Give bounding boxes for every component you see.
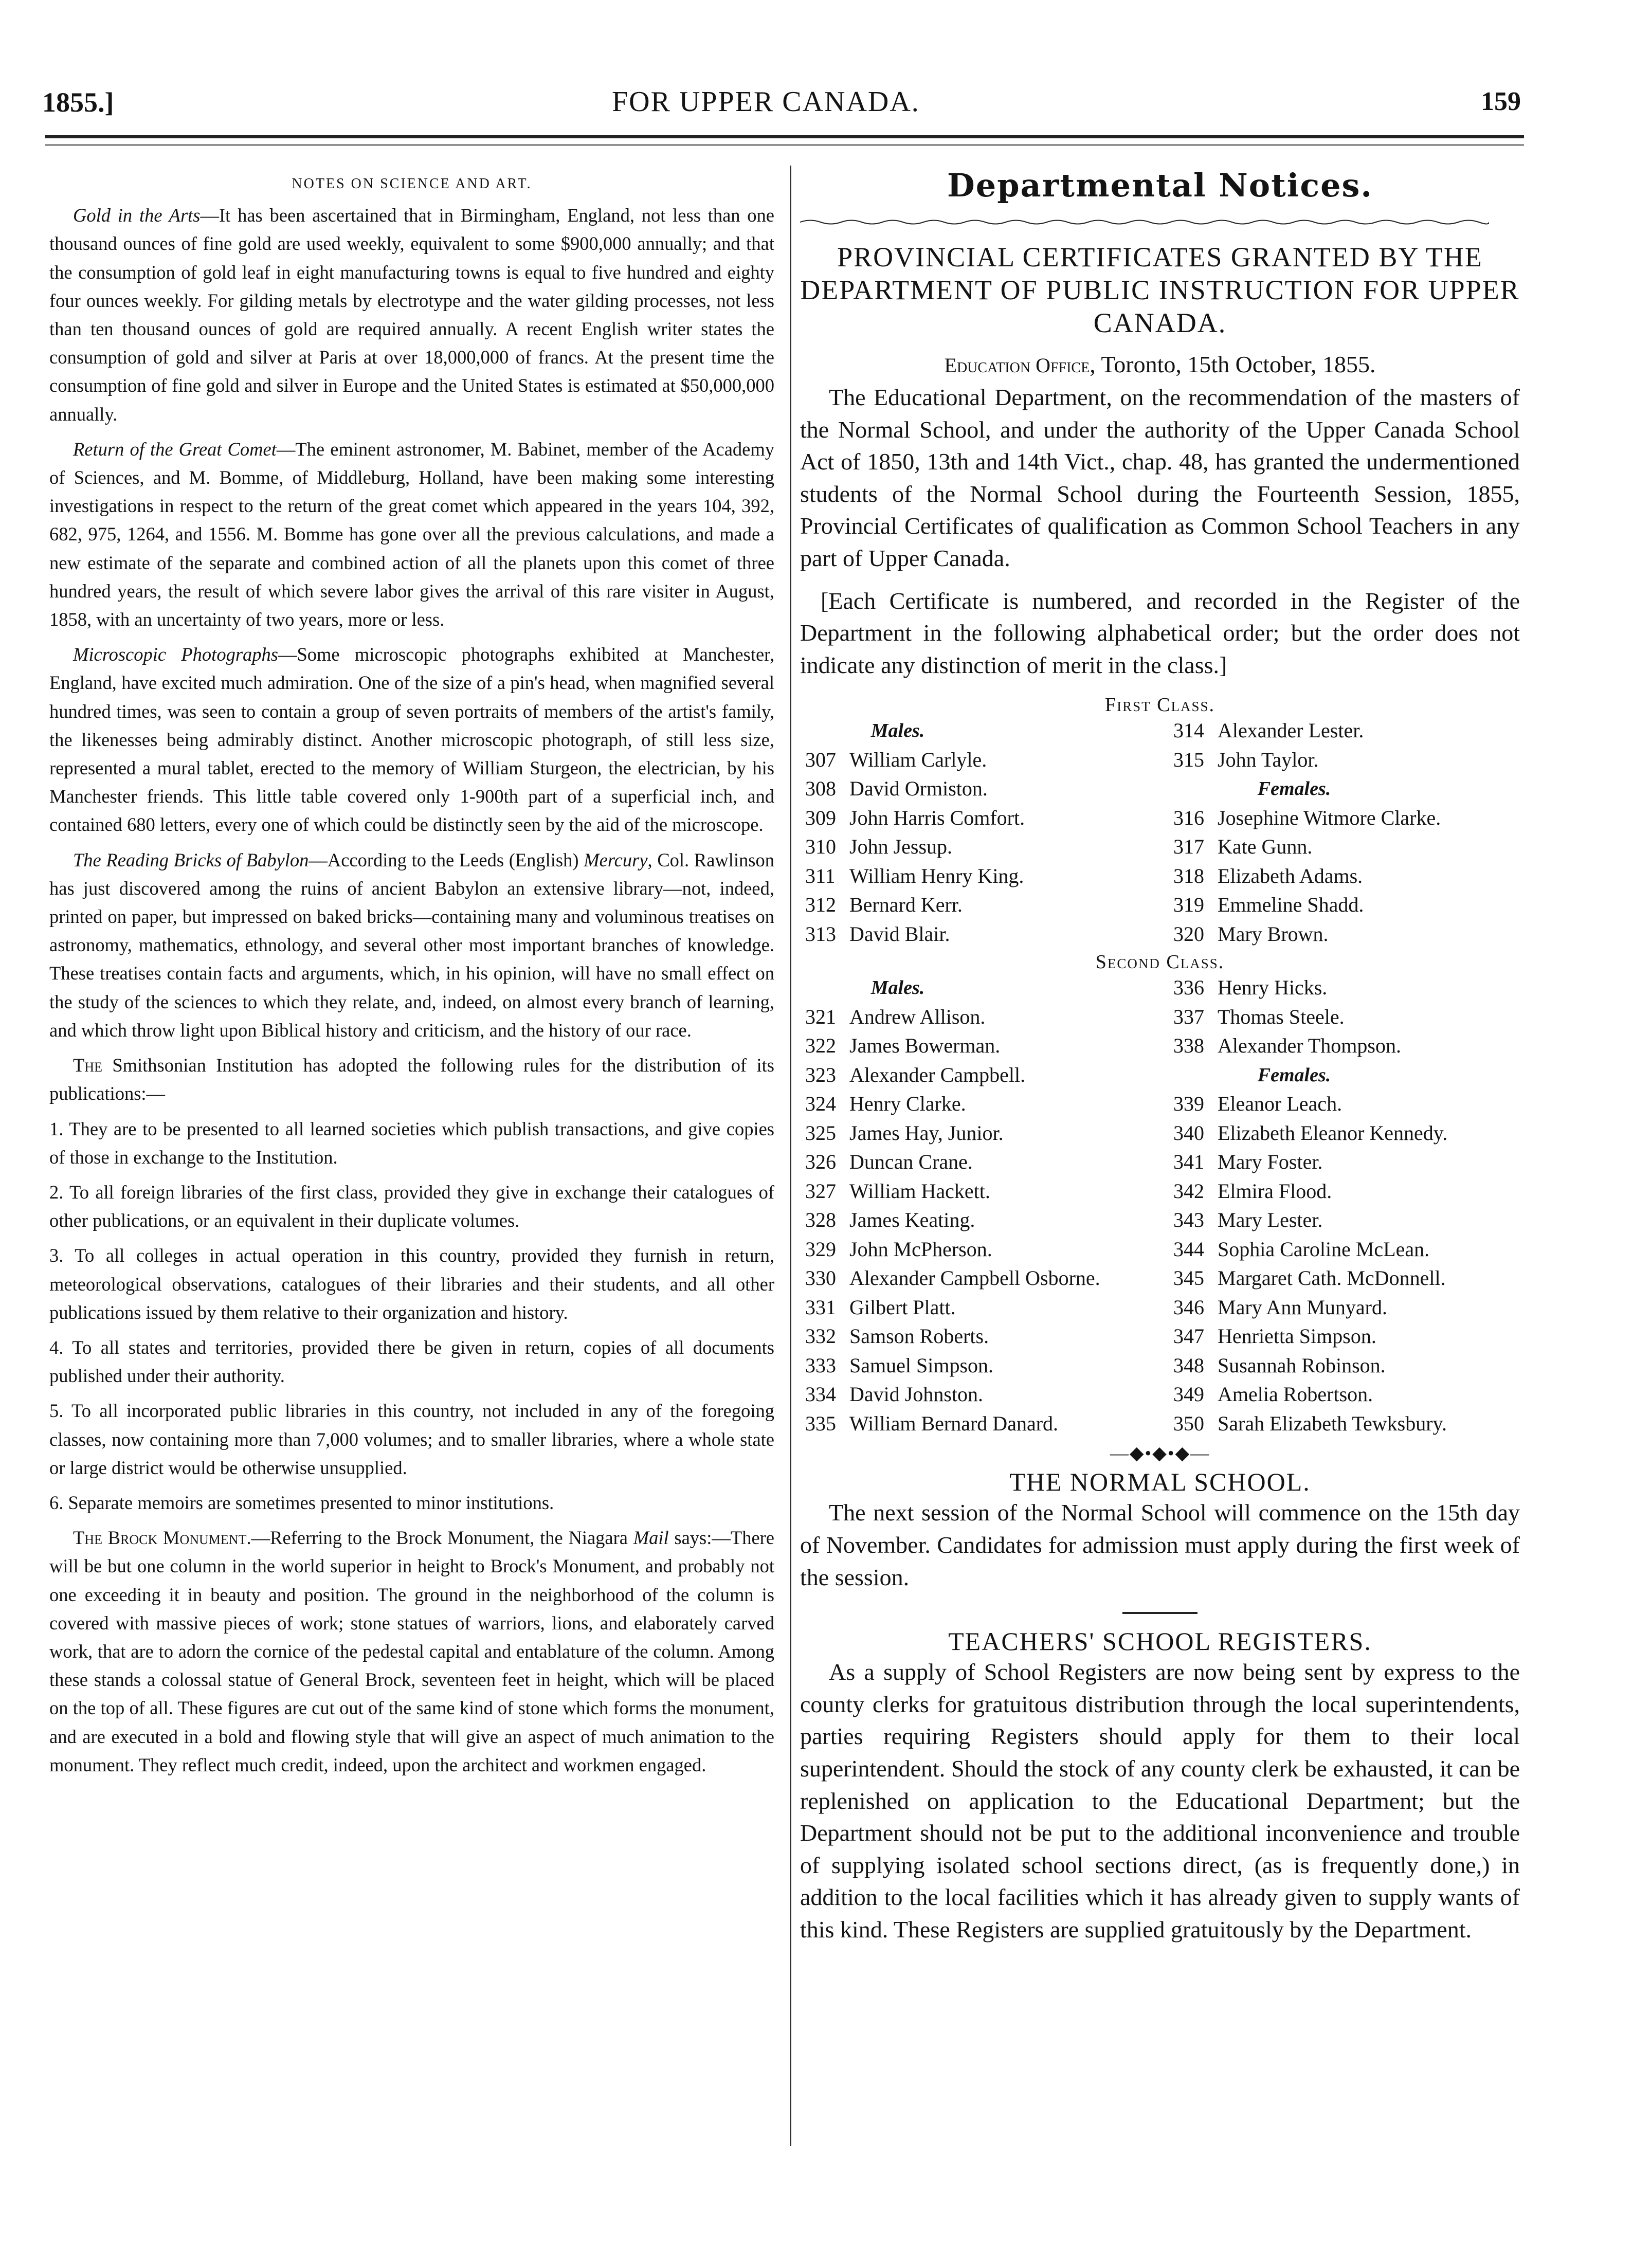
- first-class-female-entry: [1173, 920, 1518, 949]
- certificate-number: 316: [1173, 806, 1204, 829]
- certificate-number: 326: [805, 1150, 836, 1174]
- text-brock-a: .—Referring to the Brock Monument, the Niagara: [246, 1527, 633, 1549]
- normal-school-body: [800, 1497, 1520, 1593]
- certificate-number: 308: [805, 777, 836, 801]
- paragraph-gold-in-arts: [49, 201, 774, 428]
- teacher-name: Andrew Allison.: [849, 1005, 986, 1028]
- smithsonian-rule-4: 4. To all states and territories, provided there be given in return, copies of all documents published under their authority.: [49, 1336, 774, 1387]
- first-class-table: [800, 716, 1520, 949]
- smithsonian-rule-5: 5. To all incorporated public libraries in this country, not included in any of the foregoing classes, now containing more than 7,000 volumes; and to smaller libraries, where a whole state or large district would be otherwise unsupplied.: [49, 1400, 774, 1478]
- teacher-name: Gilbert Platt.: [849, 1295, 956, 1319]
- lead-microscopic-photographs: Microscopic Photographs: [73, 644, 278, 665]
- first-class-male-entry: [805, 774, 1173, 804]
- first-class-female-entry: [1173, 832, 1518, 862]
- certificate-number: 321: [805, 1005, 836, 1028]
- certificate-number: 328: [805, 1208, 836, 1232]
- certificate-number: 344: [1173, 1237, 1204, 1261]
- second-class-male-entry: [805, 1177, 1173, 1206]
- teacher-name: Mary Brown.: [1218, 922, 1329, 946]
- teacher-name: Sophia Caroline McLean.: [1218, 1237, 1430, 1261]
- teacher-name: Henry Clarke.: [849, 1092, 966, 1116]
- first-class-female-entry: [1173, 804, 1518, 833]
- certificate-number: 327: [805, 1179, 836, 1203]
- first-class-male-entry: [1173, 746, 1518, 775]
- certificate-number: 336: [1173, 976, 1204, 1000]
- teacher-name: Bernard Kerr.: [849, 893, 963, 917]
- teacher-name: Elmira Flood.: [1218, 1179, 1332, 1203]
- certificate-number: 337: [1173, 1005, 1204, 1028]
- teacher-name: Elizabeth Eleanor Kennedy.: [1218, 1121, 1448, 1145]
- certificate-number: 314: [1173, 719, 1204, 742]
- second-class-female-entry: [1173, 1293, 1518, 1322]
- left-column: [49, 170, 774, 1786]
- certificate-number: 333: [805, 1353, 836, 1377]
- teacher-name: Alexander Thompson.: [1218, 1034, 1401, 1058]
- lead-great-comet: Return of the Great Comet: [73, 438, 277, 460]
- first-class-male-entry: [805, 920, 1173, 949]
- first-class-heading: First Class.: [1104, 694, 1215, 716]
- teacher-name: Duncan Crane.: [849, 1150, 973, 1174]
- second-class-male-entry: [1173, 1031, 1518, 1061]
- certificate-number: 335: [805, 1411, 836, 1435]
- first-class-males-list: [805, 746, 1173, 949]
- teacher-name: Samson Roberts.: [849, 1324, 989, 1348]
- second-class-male-entry: [805, 1003, 1173, 1032]
- certificate-number: 311: [805, 864, 836, 887]
- short-divider: [1122, 1612, 1197, 1614]
- teacher-name: William Carlyle.: [849, 748, 987, 771]
- paragraph-microscopic-photographs: [49, 640, 774, 839]
- mail-title: Mail: [633, 1527, 669, 1549]
- certificate-number: 341: [1173, 1150, 1204, 1174]
- wavy-rule: [800, 217, 1489, 227]
- certificate-number: 350: [1173, 1411, 1204, 1435]
- second-class-males-list: [805, 1003, 1173, 1439]
- registers-text: As a supply of School Registers are now being sent by express to the county clerks for gratuitous distribution through the local superintendents, parties requiring Registers should apply for them to their local superintendent. Should the stock of any county clerk be exhausted, it can be replenished on application to the Educational Department; but the Department should not be put to the additional inconvenience and trouble of supplying isolated school sections direct, (as is frequently done,) in addition to the local facilities which it has already given to supply wants of this kind. These Registers are supplied gratuitously by the Department.: [800, 1659, 1520, 1943]
- paragraph-brock-monument: [49, 1523, 774, 1779]
- certificate-number: 330: [805, 1266, 836, 1290]
- first-class-male-entry: [805, 832, 1173, 862]
- running-head-year: 1855.]: [42, 87, 114, 118]
- second-class-table: [800, 973, 1520, 1438]
- second-class-female-entry: [1173, 1351, 1518, 1381]
- second-class-males-label: Males.: [870, 977, 925, 999]
- dateline: [800, 349, 1520, 382]
- second-class-female-entry: [1173, 1090, 1518, 1119]
- certificates-body: [800, 382, 1520, 681]
- second-class-female-entry: [1173, 1380, 1518, 1409]
- certificate-number: 323: [805, 1063, 836, 1086]
- second-class-male-entry: [1173, 1003, 1518, 1032]
- paragraph-great-comet: [49, 435, 774, 633]
- certificate-number: 315: [1173, 748, 1204, 771]
- text-smithsonian: Smithsonian Institution has adopted the following rules for the distribution of its publications:—: [49, 1055, 774, 1104]
- second-class-female-entry: [1173, 1322, 1518, 1351]
- second-class-female-entry: [1173, 1148, 1518, 1177]
- first-class-female-entry: [1173, 862, 1518, 891]
- normal-school-text: The next session of the Normal School will commence on the 15th day of November. Candidates for admission must apply during the first week of the session.: [800, 1499, 1520, 1590]
- certificate-number: 340: [1173, 1121, 1204, 1145]
- header-rule-thick: [45, 135, 1524, 138]
- page-number: 159: [1481, 87, 1521, 116]
- first-class-col-2: [1173, 716, 1518, 949]
- mercury-title: Mercury: [584, 849, 648, 870]
- second-class-male-entry: [805, 1031, 1173, 1061]
- second-class-females-label: Females.: [1257, 1064, 1331, 1086]
- teacher-name: William Henry King.: [849, 864, 1024, 887]
- second-class-male-entry: [805, 1351, 1173, 1381]
- first-class-male-entry: [805, 746, 1173, 775]
- lead-smithsonian: The: [73, 1055, 102, 1076]
- teacher-name: William Bernard Danard.: [849, 1411, 1059, 1435]
- first-class-females-list: [1173, 804, 1518, 949]
- certificates-intro: The Educational Department, on the recommendation of the masters of the Normal School, and under the authority of the Upper Canada School Act of 1850, 13th and 14th Vict., chap. 48, has granted the undermentioned students of the Normal School during the Fourteenth Session, 1855, Provincial Certificates of qualification as Common School Teachers in any part of Upper Canada.: [800, 384, 1520, 571]
- certificate-number: 307: [805, 748, 836, 771]
- teacher-name: Kate Gunn.: [1218, 835, 1313, 859]
- text-great-comet: —The eminent astronomer, M. Babinet, member of the Academy of Sciences, and M. Bomme, of Middleburg, Holland, have been making some interesting investigations in respect to the return of the great comet which appeared in the years 104, 392, 682, 975, 1264, and 1556. M. Bomme has gone over all the previous calculations, and made a new estimate of the separate and combined action of all the planets upon this comet of three hundred years, the result of which severe labor gives the arrival of this rare visiter in August, 1858, with an uncertainty of two years, more or less.: [49, 438, 774, 630]
- second-class-male-entry: [1173, 973, 1518, 1003]
- teacher-name: Josephine Witmore Clarke.: [1218, 806, 1441, 829]
- paragraph-smithsonian: [49, 1051, 774, 1108]
- first-class-females-label: Females.: [1257, 778, 1331, 800]
- smithsonian-rule-2: 2. To all foreign libraries of the first class, provided they give in exchange their catalogues of other publications, or an equivalent in their duplicate volumes.: [49, 1181, 774, 1231]
- second-class-female-entry: [1173, 1264, 1518, 1293]
- certificate-number: 348: [1173, 1353, 1204, 1377]
- teacher-name: Susannah Robinson.: [1218, 1353, 1386, 1377]
- departmental-notices-heading: Departmental Notices.: [947, 167, 1373, 204]
- certificate-number: 329: [805, 1237, 836, 1261]
- second-class-female-entry: [1173, 1235, 1518, 1264]
- certificate-number: 339: [1173, 1092, 1204, 1116]
- second-class-male-entry: [805, 1235, 1173, 1264]
- teacher-name: John Taylor.: [1218, 748, 1319, 771]
- teacher-name: James Bowerman.: [849, 1034, 1001, 1058]
- ornament-divider: —◆•◆•◆—: [1110, 1443, 1210, 1464]
- teacher-name: John McPherson.: [849, 1237, 992, 1261]
- teacher-name: Margaret Cath. McDonnell.: [1218, 1266, 1446, 1290]
- second-class-male-entry: [805, 1061, 1173, 1090]
- dateline-office: Education Office: [944, 354, 1090, 377]
- first-class-male-entry: [805, 891, 1173, 920]
- second-class-col-1: [800, 973, 1173, 1438]
- teacher-name: Thomas Steele.: [1218, 1005, 1345, 1028]
- certificate-number: 309: [805, 806, 836, 829]
- second-class-male-entry: [805, 1380, 1173, 1409]
- certificate-number: 313: [805, 922, 836, 946]
- first-class-female-entry: [1173, 891, 1518, 920]
- certificate-number: 346: [1173, 1295, 1204, 1319]
- header-rule-thin: [45, 144, 1524, 146]
- second-class-male-entry: [805, 1090, 1173, 1119]
- second-class-female-entry: [1173, 1206, 1518, 1235]
- teacher-name: James Hay, Junior.: [849, 1121, 1004, 1145]
- certificate-number: 310: [805, 835, 836, 859]
- text-bricks-a: —According to the Leeds (English): [309, 849, 584, 870]
- second-class-heading: Second Class.: [1095, 951, 1225, 973]
- paragraph-bricks-of-babylon: [49, 846, 774, 1044]
- certificate-number: 324: [805, 1092, 836, 1116]
- normal-school-title: THE NORMAL SCHOOL.: [1009, 1467, 1311, 1497]
- second-class-female-entry: [1173, 1119, 1518, 1148]
- second-class-female-entry: [1173, 1409, 1518, 1439]
- teacher-name: David Blair.: [849, 922, 950, 946]
- teacher-name: David Ormiston.: [849, 777, 988, 801]
- text-bricks-b: , Col. Rawlinson has just discovered among the ruins of ancient Babylon an extensive library—not, indeed, printed on paper, but impressed on baked bricks—containing many and voluminous treatises on astronomy, mathematics, ethnology, and several other most important branches of knowledge. These treatises contain facts and arguments, which, in his opinion, will have no small effect on the study of the sciences to which they relate, and, indeed, on almost every branch of learning, and which throw light upon Biblical history and criticism, and the history of our race.: [49, 849, 774, 1041]
- teacher-name: Amelia Robertson.: [1218, 1383, 1373, 1406]
- teacher-name: James Keating.: [849, 1208, 975, 1232]
- teacher-name: Mary Ann Munyard.: [1218, 1295, 1387, 1319]
- column-divider: [790, 166, 791, 2146]
- teacher-name: Elizabeth Adams.: [1218, 864, 1363, 887]
- smithsonian-rule-6: 6. Separate memoirs are sometimes presented to minor institutions.: [49, 1492, 554, 1513]
- second-class-female-entry: [1173, 1177, 1518, 1206]
- certificate-number: 347: [1173, 1324, 1204, 1348]
- teacher-name: William Hackett.: [849, 1179, 990, 1203]
- certificate-number: 320: [1173, 922, 1204, 946]
- certificate-number: 312: [805, 893, 836, 917]
- certificate-number: 345: [1173, 1266, 1204, 1290]
- second-class-male-entry: [805, 1264, 1173, 1293]
- certificate-number: 332: [805, 1324, 836, 1348]
- teacher-name: Eleanor Leach.: [1218, 1092, 1342, 1116]
- certificate-number: 322: [805, 1034, 836, 1058]
- second-class-male-entry: [805, 1119, 1173, 1148]
- teacher-name: Alexander Campbell.: [849, 1063, 1026, 1086]
- teacher-name: Samuel Simpson.: [849, 1353, 994, 1377]
- teacher-name: Alexander Lester.: [1218, 719, 1364, 742]
- first-class-males-cont-list: [1173, 716, 1518, 774]
- second-class-male-entry: [805, 1409, 1173, 1439]
- second-class-males-cont-list: [1173, 973, 1518, 1061]
- first-class-col-1: [800, 716, 1173, 949]
- smithsonian-rule-1: 1. They are to be presented to all learned societies which publish transactions, and give copies of those in exchange to the Institution.: [49, 1118, 774, 1168]
- certificates-title: PROVINCIAL CERTIFICATES GRANTED BY THE DEPARTMENT OF PUBLIC INSTRUCTION FOR UPPER CANADA.: [800, 242, 1520, 338]
- text-microscopic-photographs: —Some microscopic photographs exhibited at Manchester, England, have excited much admiration. One of the size of a pin's head, when magnified several hundred times, was seen to contain a group of seven portraits of members of the artist's family, the likenesses being admirably distinct. Another microscopic photograph, of still less size, represented a mural tablet, erected to the memory of William Sturgeon, the electrician, by his Manchester friends. This little table covered only 1-900th part of a superficial inch, and contained 680 letters, every one of which could be distinctly seen by the aid of the microscope.: [49, 644, 775, 836]
- certificate-number: 349: [1173, 1383, 1204, 1406]
- registers-body: [800, 1656, 1520, 1946]
- teacher-name: John Jessup.: [849, 835, 953, 859]
- second-class-male-entry: [805, 1322, 1173, 1351]
- registers-title: TEACHERS' SCHOOL REGISTERS.: [948, 1627, 1372, 1656]
- certificate-number: 318: [1173, 864, 1204, 887]
- teacher-name: Mary Foster.: [1218, 1150, 1323, 1174]
- first-class-male-entry: [805, 804, 1173, 833]
- second-class-col-2: [1173, 973, 1518, 1438]
- first-class-males-label: Males.: [870, 720, 925, 742]
- certificate-number: 342: [1173, 1179, 1204, 1203]
- second-class-male-entry: [805, 1293, 1173, 1322]
- teacher-name: Sarah Elizabeth Tewksbury.: [1218, 1411, 1447, 1435]
- teacher-name: John Harris Comfort.: [849, 806, 1025, 829]
- certificate-number: 338: [1173, 1034, 1204, 1058]
- text-gold-in-arts: —It has been ascertained that in Birmingham, England, not less than one thousand ounces of fine gold are used weekly, equivalent to some $900,000 annually; and that the consumption of gold leaf in eight manufacturing towns is equal to five hundred and eighty four ounces weekly. For gilding metals by electrotype and the water gilding processes, not less than ten thousand ounces of gold are required annually. A recent English writer states the consumption of gold and silver at Paris at over 18,000,000 of francs. At the present time the consumption of fine gold and silver in Europe and the United States is estimated at $50,000,000 annually.: [49, 205, 774, 425]
- second-class-male-entry: [805, 1148, 1173, 1177]
- certificate-number: 319: [1173, 893, 1204, 917]
- right-column: [800, 165, 1520, 1946]
- certificate-number: 334: [805, 1383, 836, 1406]
- lead-gold-in-arts: Gold in the Arts: [73, 205, 201, 226]
- second-class-male-entry: [805, 1206, 1173, 1235]
- second-class-females-list: [1173, 1090, 1518, 1438]
- certificate-number: 317: [1173, 835, 1204, 859]
- section-heading-science-art: NOTES ON SCIENCE AND ART.: [292, 176, 532, 192]
- teacher-name: Mary Lester.: [1218, 1208, 1323, 1232]
- certificates-note: [Each Certificate is numbered, and recorded in the Register of the Department in the following alphabetical order; but the order does not indicate any distinction of merit in the class.]: [800, 587, 1520, 678]
- running-head-title: FOR UPPER CANADA.: [612, 86, 920, 118]
- first-class-male-entry: [805, 862, 1173, 891]
- certificate-number: 343: [1173, 1208, 1204, 1232]
- certificate-number: 325: [805, 1121, 836, 1145]
- text-brock-b: says:—There will be but one column in the world superior in height to Brock's Monument, and probably not one exceeding it in beauty and position. The ground in the neighborhood of the column is covered with massive pieces of work; stone statues of warriors, lions, and elaborately carved work, that are to adorn the cornice of the pedestal capital and entablature of the column. Among these stands a colossal statue of General Brock, seventeen feet in height, which will be placed on the top of all. These figures are cut out of the same kind of stone which forms the monument, and are executed in a bold and flowing style that will give an aspect of much animation to the monument. They reflect much credit, indeed, upon the architect and workmen engaged.: [49, 1527, 774, 1775]
- dateline-rest: , Toronto, 15th October, 1855.: [1090, 351, 1376, 377]
- teacher-name: Henrietta Simpson.: [1218, 1324, 1376, 1348]
- teacher-name: Henry Hicks.: [1218, 976, 1328, 1000]
- first-class-male-entry: [1173, 716, 1518, 746]
- teacher-name: Alexander Campbell Osborne.: [849, 1266, 1100, 1290]
- teacher-name: Emmeline Shadd.: [1218, 893, 1364, 917]
- certificate-number: 331: [805, 1295, 836, 1319]
- lead-bricks-of-babylon: The Reading Bricks of Babylon: [73, 849, 309, 870]
- teacher-name: David Johnston.: [849, 1383, 983, 1406]
- smithsonian-rule-3: 3. To all colleges in actual operation in this country, provided they furnish in return, meteorological observations, catalogues of their libraries and their students, and all other publications issued by them relative to their organization and history.: [49, 1245, 774, 1323]
- lead-brock-monument: The Brock Monument: [73, 1527, 247, 1549]
